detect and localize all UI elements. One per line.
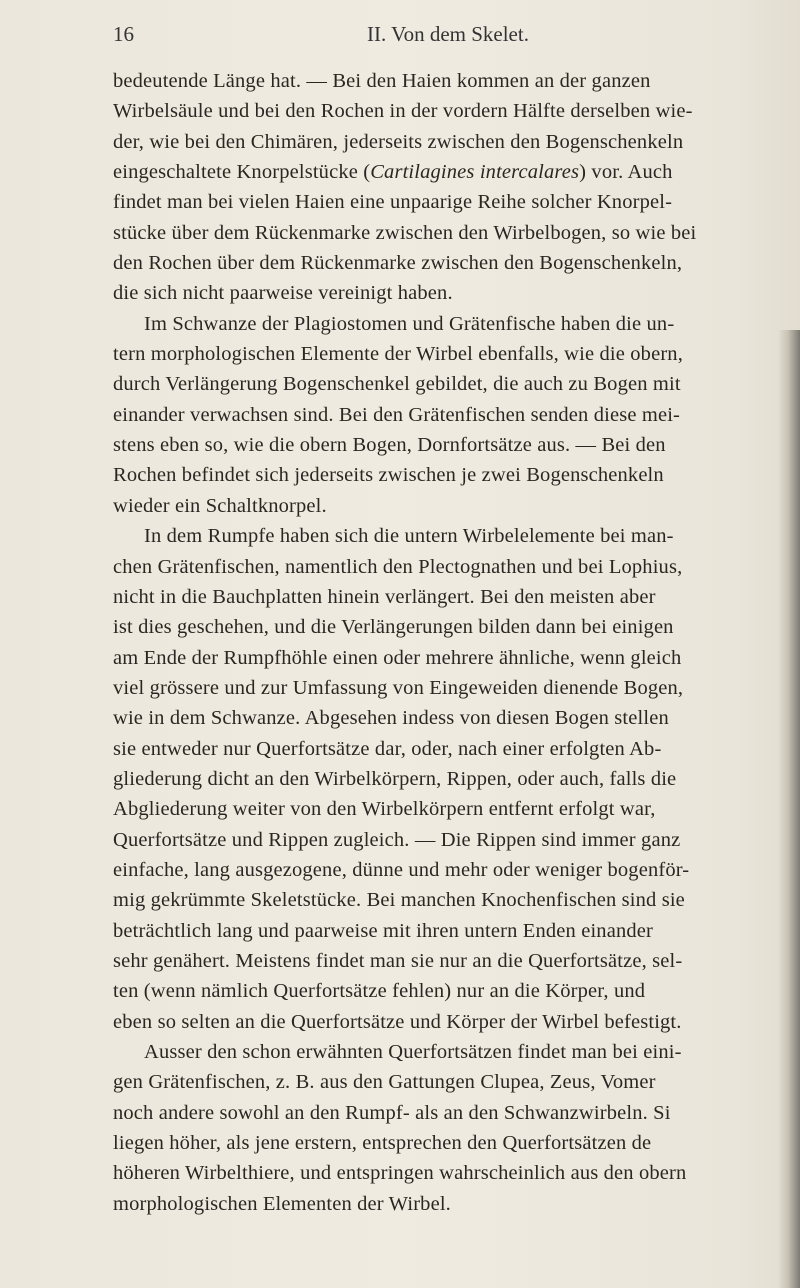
text-line: stens eben so, wie die obern Bogen, Dornfortsätze aus. — Bei den: [113, 434, 666, 457]
text-line: am Ende der Rumpfhöhle einen oder mehrere ähnliche, wenn gleich: [113, 646, 682, 669]
italic-term: Cartilagines intercalares: [370, 161, 580, 184]
text-line: stücke über dem Rückenmarke zwischen den Wirbelbogen, so wie bei: [113, 221, 697, 244]
text-line: gen Grätenfischen, z. B. aus den Gattungen Clupea, Zeus, Vomer: [113, 1071, 656, 1094]
text-line: Wirbelsäule und bei den Rochen in der vordern Hälfte derselben wie-: [113, 100, 693, 123]
text-line: chen Grätenfischen, namentlich den Plectognathen und bei Lophius,: [113, 555, 683, 578]
text-line: sehr genähert. Meistens findet man sie nur an die Querfortsätze, sel-: [113, 949, 683, 972]
text-line: Ausser den schon erwähnten Querfortsätzen findet man bei eini-: [144, 1041, 682, 1063]
text-line: wie in dem Schwanze. Abgesehen indess von diesen Bogen stellen: [113, 707, 669, 730]
text-line: Abgliederung weiter von den Wirbelkörpern entfernt erfolgt war,: [113, 798, 656, 821]
text-line: Querfortsätze und Rippen zugleich. — Die Rippen sind immer ganz: [113, 828, 681, 851]
text-line: ten (wenn nämlich Querfortsätze fehlen) nur an die Körper, und: [113, 980, 646, 1003]
text-line: viel grössere und zur Umfassung von Eingeweiden dienende Bogen,: [113, 676, 684, 699]
text-line: liegen höher, als jene erstern, entsprechen den Querfortsätzen de: [113, 1132, 652, 1155]
text-line: nicht in die Bauchplatten hinein verlängert. Bei den meisten aber: [113, 585, 656, 608]
text-line: bedeutende Länge hat. — Bei den Haien kommen an der ganzen: [113, 70, 651, 92]
text-line: der, wie bei den Chimären, jederseits zwischen den Bogenschenkeln: [113, 130, 684, 153]
text-segment: ) vor. Auch: [579, 161, 673, 184]
text-line: Im Schwanze der Plagiostomen und Grätenfische haben die un-: [144, 312, 675, 335]
text-line: die sich nicht paarweise vereinigt haben.: [113, 282, 453, 305]
text-line: sie entweder nur Querfortsätze dar, oder, nach einer erfolgten Ab-: [113, 737, 662, 760]
page-number: 16: [113, 22, 134, 46]
text-line: einander verwachsen sind. Bei den Grätenfischen senden diese mei-: [113, 403, 681, 426]
body-text: [113, 66, 797, 1219]
text-segment: eingeschaltete Knorpelstücke (: [113, 161, 371, 184]
text-line: gliederung dicht an den Wirbelkörpern, Rippen, oder auch, falls die: [113, 767, 677, 790]
text-line: tern morphologischen Elemente der Wirbel ebenfalls, wie die obern,: [113, 343, 683, 366]
text-line: beträchtlich lang und paarweise mit ihren untern Enden einander: [113, 919, 653, 942]
text-line: eben so selten an die Querfortsätze und Körper der Wirbel befestigt.: [113, 1010, 682, 1033]
page-header: [113, 22, 713, 52]
text-line: den Rochen über dem Rückenmarke zwischen den Bogenschenkeln,: [113, 252, 683, 275]
text-line: [113, 157, 797, 187]
text-line: In dem Rumpfe haben sich die untern Wirbelelemente bei man-: [144, 525, 674, 548]
text-line: einfache, lang ausgezogene, dünne und mehr oder weniger bogenför-: [113, 858, 690, 881]
text-line: noch andere sowohl an den Rumpf- als an den Schwanzwirbeln. Si: [113, 1101, 671, 1124]
text-line: mig gekrümmte Skeletstücke. Bei manchen Knochenfischen sind sie: [113, 889, 685, 912]
text-line: morphologischen Elementen der Wirbel.: [113, 1192, 451, 1215]
text-line: Rochen befindet sich jederseits zwischen je zwei Bogenschenkeln: [113, 464, 664, 487]
text-line: höheren Wirbelthiere, und entspringen wahrscheinlich aus den obern: [113, 1162, 687, 1185]
text-line: ist dies geschehen, und die Verlängerungen bilden dann bei einigen: [113, 616, 674, 639]
text-line: findet man bei vielen Haien eine unpaarige Reihe solcher Knorpel-: [113, 191, 673, 214]
text-line: durch Verlängerung Bogenschenkel gebildet, die auch zu Bogen mit: [113, 373, 681, 396]
text-line: wieder ein Schaltknorpel.: [113, 494, 327, 517]
running-head: II. Von dem Skelet.: [367, 22, 529, 46]
